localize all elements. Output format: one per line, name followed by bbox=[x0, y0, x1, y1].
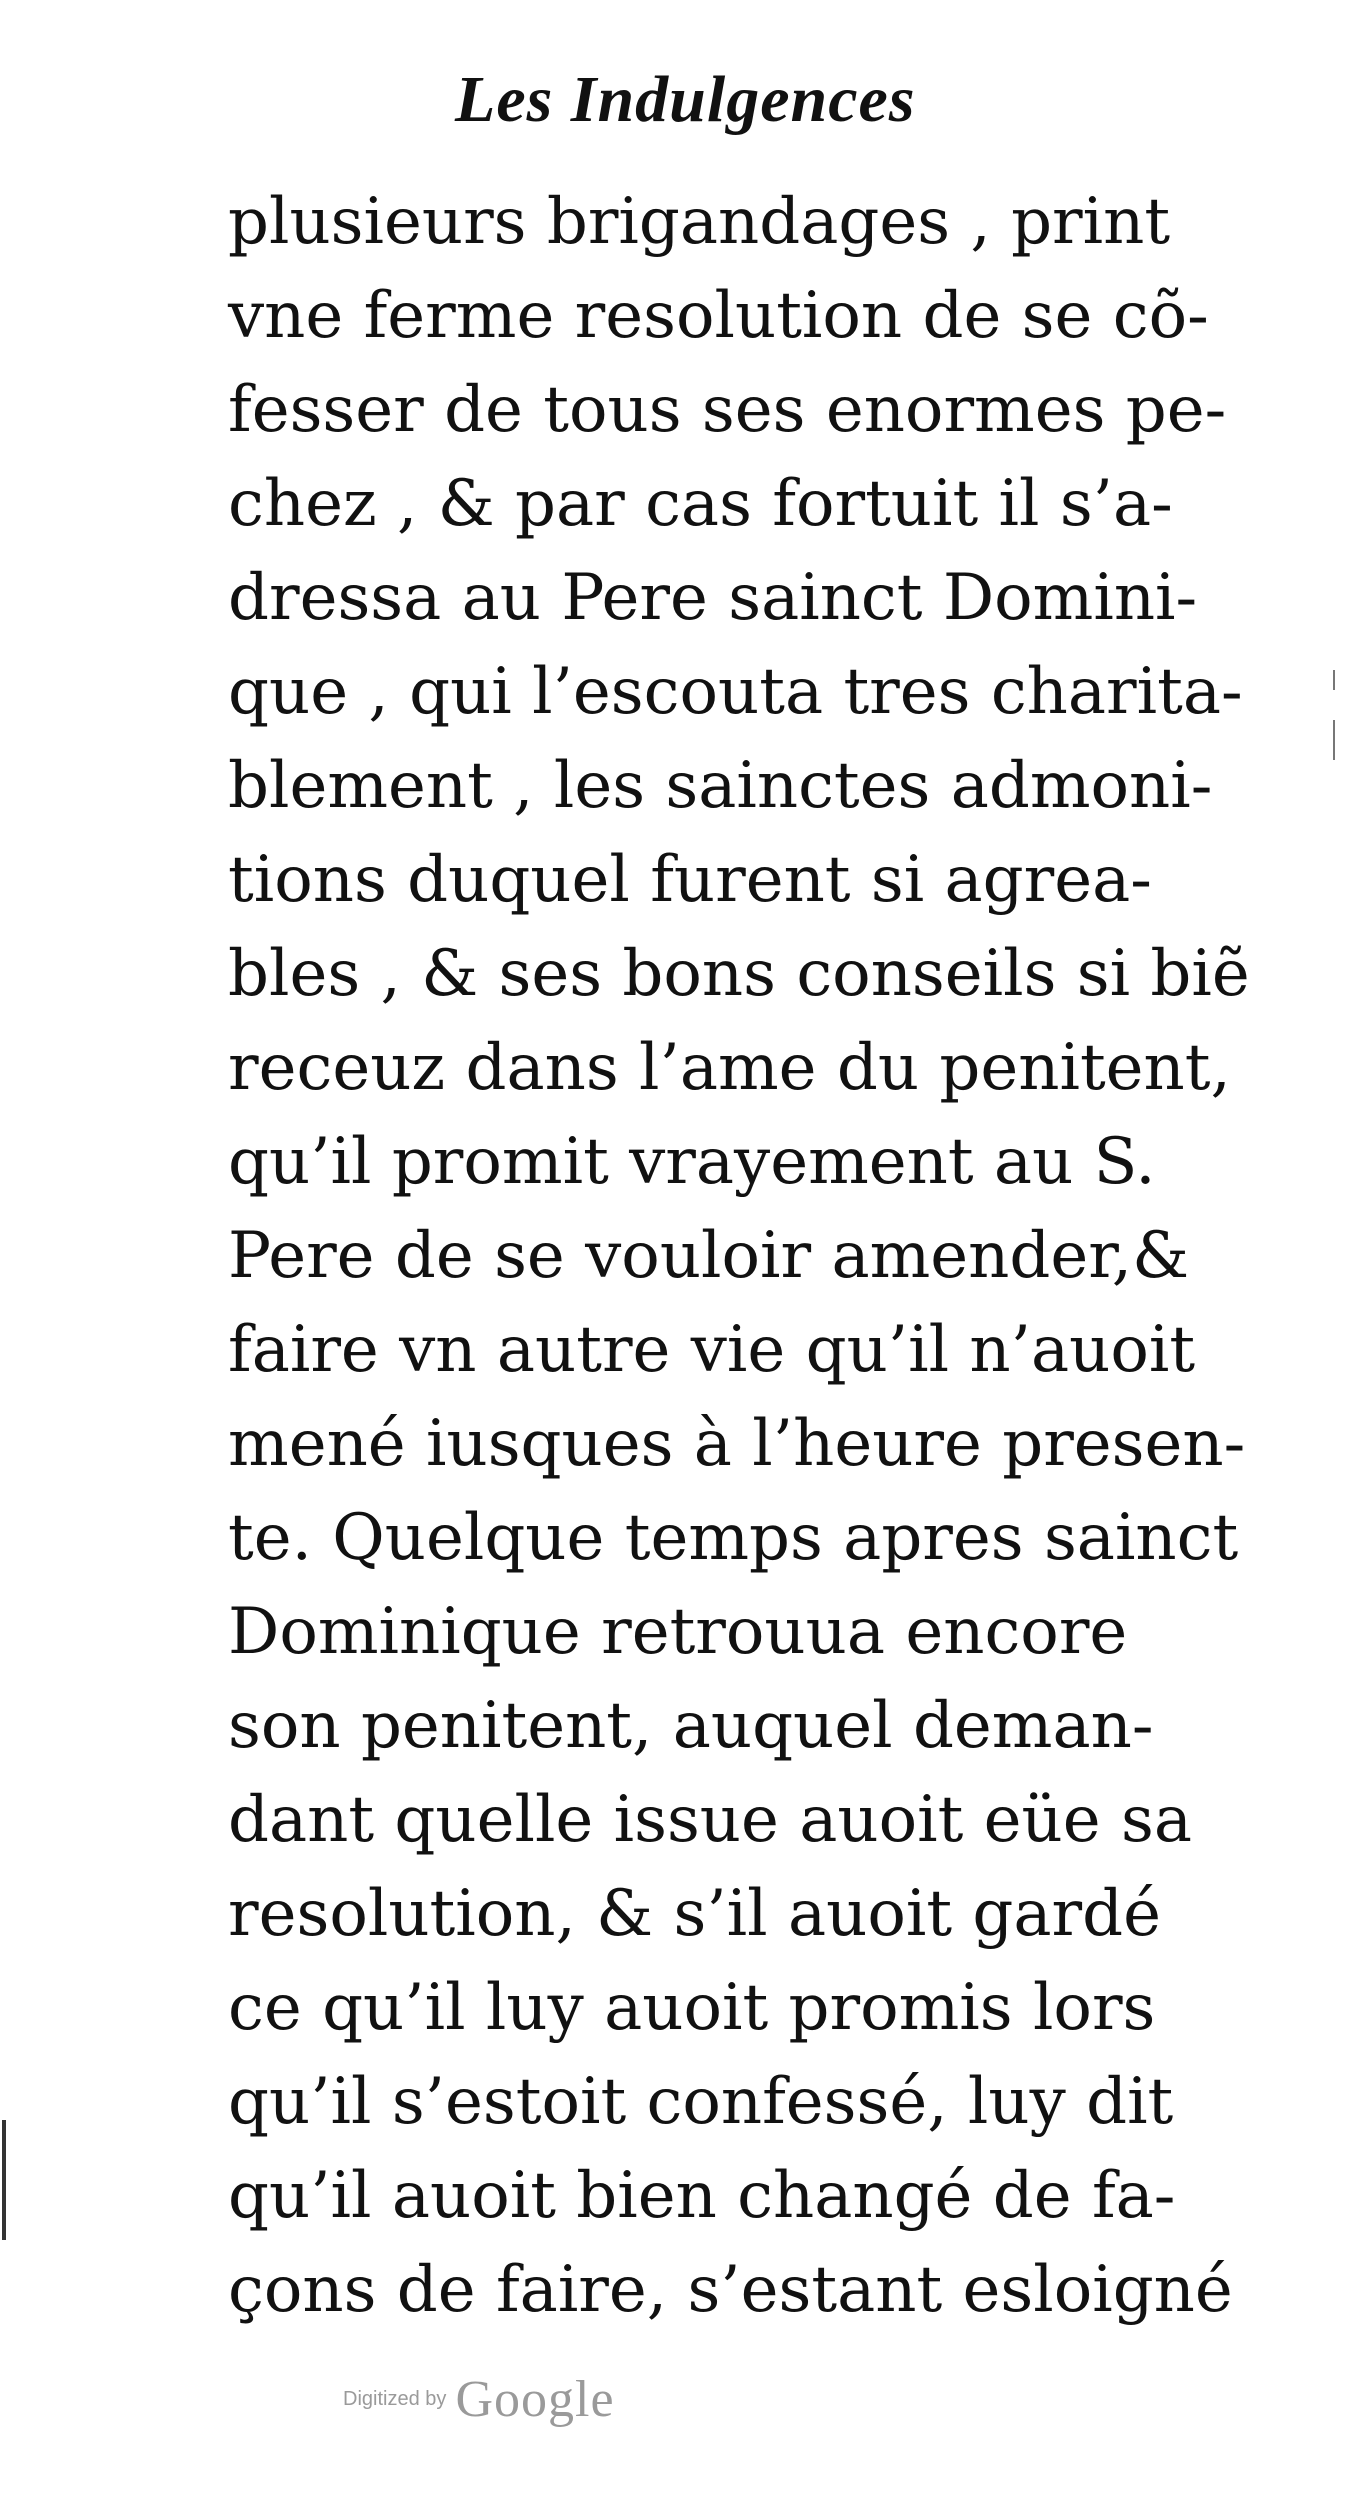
running-head: Les Indulgences bbox=[455, 63, 916, 136]
text-line: tions duquel furent si agrea- bbox=[228, 843, 1152, 917]
body-text bbox=[228, 175, 1258, 2337]
text-line: dressa au Pere sainct Domini- bbox=[228, 561, 1198, 635]
text-line: te. Quelque temps apres sainct bbox=[228, 1501, 1239, 1575]
text-line: qu’il s’estoit confessé, luy dit bbox=[228, 2065, 1174, 2139]
text-line: dant quelle issue auoit eüe sa bbox=[228, 1783, 1192, 1857]
text-line: vne ferme resolution de se cõ- bbox=[228, 279, 1209, 353]
text-line: Dominique retrouua encore bbox=[228, 1595, 1128, 1669]
text-line: resolution, & s’il auoit gardé bbox=[228, 1877, 1161, 1951]
text-line: chez , & par cas fortuit il s’a- bbox=[228, 467, 1173, 541]
text-line: que , qui l’escouta tres charita- bbox=[228, 655, 1243, 729]
text-line: qu’il auoit bien changé de fa- bbox=[228, 2159, 1176, 2233]
text-line: fesser de tous ses enormes pe- bbox=[228, 373, 1227, 447]
text-line: bles , & ses bons conseils si biẽ bbox=[228, 937, 1250, 1011]
text-line: faire vn autre vie qu’il n’auoit bbox=[228, 1313, 1196, 1387]
text-line: ce qu’il luy auoit promis lors bbox=[228, 1971, 1156, 2045]
page-edge-mark bbox=[1333, 670, 1335, 690]
text-line: çons de faire, s’estant esloigné bbox=[228, 2253, 1233, 2327]
text-line: qu’il promit vrayement au S. bbox=[228, 1125, 1156, 1199]
text-line: Pere de se vouloir amender,& bbox=[228, 1219, 1190, 1293]
google-logo: Google bbox=[455, 2371, 615, 2428]
text-line: blement , les sainctes admoni- bbox=[228, 749, 1213, 823]
text-line: plusieurs brigandages , print bbox=[228, 185, 1171, 259]
text-line: receuz dans l’ame du penitent, bbox=[228, 1031, 1231, 1105]
digitized-by-label: Digitized by bbox=[343, 2388, 447, 2410]
page-edge-mark bbox=[1333, 720, 1335, 760]
text-line: mené iusques à l’heure presen- bbox=[228, 1407, 1246, 1481]
text-line: son penitent, auquel deman- bbox=[228, 1689, 1154, 1763]
page-edge-mark bbox=[2, 2120, 6, 2240]
digitized-watermark bbox=[343, 2370, 615, 2429]
